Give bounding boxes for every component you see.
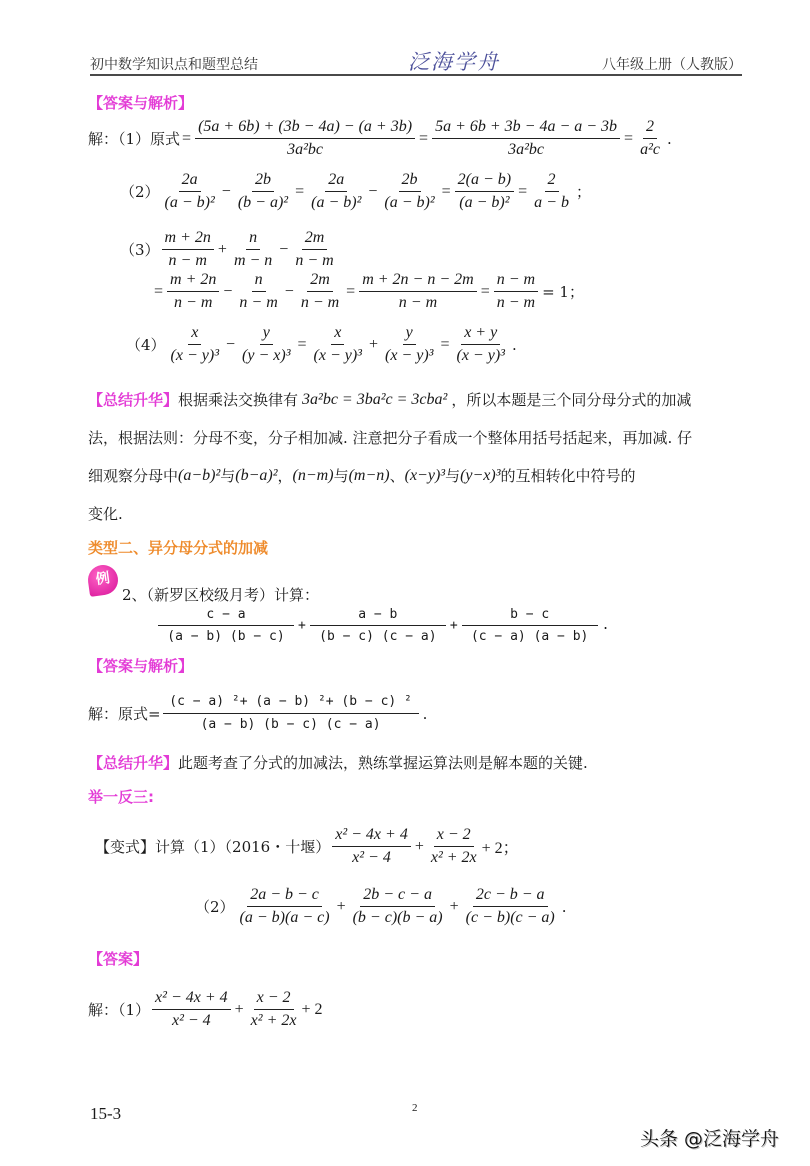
summary-paragraph-1: 【总结升华】 根据乘法交换律有 3a²bc = 3ba²c = 3cba² ，所以本题是三个同分母分式的加减 法，根据法则：分母不变，分子相加减. 注意把分子看成一个整体用括号括起来，再加减. 仔 细观察分母中 (a−b)² 与 (b−a)² ， (n−m) 与 (m−n) 、 (x−y)³ 与 (y−x)³ 的互相转化中符号的 变化. <box>88 381 748 533</box>
fraction: $\frac{n}{m - n}$ <box>233 229 273 269</box>
fraction: $\frac{y}{\text{(x − y)³}}$ <box>385 324 434 364</box>
fraction: $\frac{2b}{\text{(a − b)²}}$ <box>384 171 435 211</box>
fraction: $\frac{\text{x² − 4x + 4}}{\text{x² − 4}}$ <box>152 988 231 1031</box>
solution-part-4: （4） $\frac{x}{\text{(x − y)³}}$ − $\frac{y}{\text{(y − x)³}}$ = $\frac{x}{\text{(x − y)³}}$ + $\frac{y}{\text{(x − y)³}}$ = $\frac{x + y}{\text{(x − y)³}}$ . <box>126 324 517 364</box>
watermark: 头条 @泛海学舟 <box>640 1128 780 1150</box>
summary-tag: 【总结升华】 <box>88 754 179 772</box>
fraction: $\frac{2a}{\text{(a − b)²}}$ <box>311 171 362 211</box>
part-label: （3） <box>120 241 160 259</box>
solution-part-1: 解：（1）原式 = $\frac{(5a + 6b) + (3b - 4a) - (a + 3b)}{\text{3a²bc}}$ = $\frac{5a + 6b + 3b - 4a - a - 3b}{\text{3a²bc}}$ = $\frac{2}{\text{a²c}}$ . <box>88 118 672 158</box>
fraction: $\frac{m + 2n}{n - m}$ <box>167 270 219 313</box>
header-left-title: 初中数学知识点和题型总结 <box>90 57 258 73</box>
fraction: $\frac{\text{x² − 4x + 4}}{\text{x² − 4}}$ <box>332 825 411 868</box>
fraction: $\frac{x}{\text{(x − y)³}}$ <box>313 324 362 364</box>
fraction: $\frac{x + y}{\text{(x − y)³}}$ <box>456 324 505 364</box>
fraction: $\frac{x - 2}{\text{x² + 2x}}$ <box>430 826 477 866</box>
fraction: $\frac{c - a}{(a - b) (b - c)}$ <box>158 605 294 646</box>
solution-label: 解：（1）原式 <box>88 130 181 148</box>
fraction: $\frac{2(a - b)}{\text{(a − b)²}}$ <box>455 170 514 213</box>
fraction: $\frac{2}{a - b}$ <box>534 171 569 211</box>
fraction: $\frac{n - m}{n - m}$ <box>494 270 538 313</box>
header-right-title: 八年级上册（人教版） <box>602 57 742 73</box>
solution-part-3-row-1: （3） $\frac{m + 2n}{n - m}$ + $\frac{n}{m - n}$ − $\frac{2m}{n - m}$ <box>120 228 339 271</box>
part-label: （2） <box>120 183 160 201</box>
section-title-type-2: 类型二、异分母分式的加减 <box>88 539 269 557</box>
footer-page-number: 2 <box>412 1102 418 1114</box>
answer-analysis-tag-2: 【答案与解析】 <box>88 657 194 675</box>
fraction: $\frac{2m}{n - m}$ <box>300 271 340 311</box>
fraction: $\frac{b - c}{(c - a) (a - b)}$ <box>462 605 598 646</box>
fraction: $\frac{2b - c - a}{(b - c)(b - a)}$ <box>352 886 443 926</box>
variant-problem-1: 【变式】计算（1）（2016・十堰） $\frac{\text{x² − 4x + 4}}{\text{x² − 4}}$ + $\frac{x - 2}{\text{x² + 2x}}$ + 2； <box>95 826 519 866</box>
example-solution: 解：原式= $\frac{\text{(c − a) ²+ (a − b) ²+ (b − c) ²}}{(a - b) (b - c) (c - a)}$ . <box>88 692 429 735</box>
example-problem-label: 2、（新罗区校级月考）计算： <box>122 586 320 604</box>
example-problem-expression: $\frac{c - a}{(a - b) (b - c)}$ + $\frac{a - b}{(b - c) (c - a)}$ + $\frac{b - c}{(c - a) (a - b)}$ . <box>156 605 611 646</box>
fraction: $\frac{2a}{\text{(a − b)²}}$ <box>164 171 215 211</box>
fraction: $\frac{2b}{\text{(b − a)²}}$ <box>237 171 289 211</box>
practice-title: 举一反三: <box>88 788 154 806</box>
fraction: $\frac{x - 2}{\text{x² + 2x}}$ <box>250 989 297 1029</box>
fraction: $\frac{(5a + 6b) + (3b - 4a) - (a + 3b)}{\text{3a²bc}}$ <box>195 117 415 160</box>
fraction: $\frac{m + 2n}{n - m}$ <box>162 228 214 271</box>
part-label: （4） <box>126 336 166 354</box>
fraction: $\frac{2a - b - c}{(a - b)(a - c)}$ <box>239 886 330 926</box>
fraction: $\frac{2m}{n - m}$ <box>295 229 334 269</box>
solution-part-2: （2） $\frac{2a}{\text{(a − b)²}}$ − $\frac{2b}{\text{(b − a)²}}$ = $\frac{2a}{\text{(a − b)²}}$ − $\frac{2b}{\text{(a − b)²}}$ = $\frac{2(a - b)}{\text{(a − b)²}}$ = $\frac{2}{a - b}$ ； <box>120 171 591 211</box>
fraction: $\frac{y}{\text{(y − x)³}}$ <box>242 324 291 364</box>
fraction: $\frac{2}{\text{a²c}}$ <box>640 118 660 158</box>
example-badge-icon: 例 <box>86 563 120 597</box>
answer-tag: 【答案】 <box>88 950 149 968</box>
fraction: $\frac{n}{n - m}$ <box>239 271 278 311</box>
header-brand-logo: 泛海学舟 <box>408 50 500 74</box>
fraction: $\frac{2c - b - a}{(c - b)(c - a)}$ <box>465 886 555 926</box>
page-header <box>90 48 742 76</box>
fraction: $\frac{5a + 6b + 3b - 4a - a - 3b}{\text{3a²bc}}$ <box>432 117 620 160</box>
fraction: $\frac{m + 2n - n - 2m}{n - m}$ <box>359 270 477 313</box>
answer-analysis-tag: 【答案与解析】 <box>88 94 194 112</box>
summary-paragraph-2: 【总结升华】 此题考查了分式的加减法，熟练掌握运算法则是解本题的关键. <box>88 754 588 772</box>
fraction: $\frac{a - b}{(b - c) (c - a)}$ <box>310 605 446 646</box>
variant-problem-2: （2） $\frac{2a - b - c}{(a - b)(a - c)}$ + $\frac{2b - c - a}{(b - c)(b - a)}$ + $\frac{2c - b - a}{(c - b)(c - a)}$ . <box>195 886 567 926</box>
summary-tag: 【总结升华】 <box>88 391 179 409</box>
footer-chapter-code: 15-3 <box>90 1104 122 1123</box>
solution-part-3-row-2: = $\frac{m + 2n}{n - m}$ − $\frac{n}{n - m}$ − $\frac{2m}{n - m}$ = $\frac{m + 2n - n - 2m}{n - m}$ = $\frac{n - m}{n - m}$ = 1； <box>154 271 584 311</box>
variant-answer-1: 解：（1） $\frac{\text{x² − 4x + 4}}{\text{x² − 4}}$ + $\frac{x - 2}{\text{x² + 2x}}$ + 2 <box>88 989 323 1029</box>
fraction: $\frac{x}{\text{(x − y)³}}$ <box>170 324 219 364</box>
fraction: $\frac{\text{(c − a) ²+ (a − b) ²+ (b − c) ²}}{(a - b) (b - c) (c - a)}$ <box>163 692 419 735</box>
